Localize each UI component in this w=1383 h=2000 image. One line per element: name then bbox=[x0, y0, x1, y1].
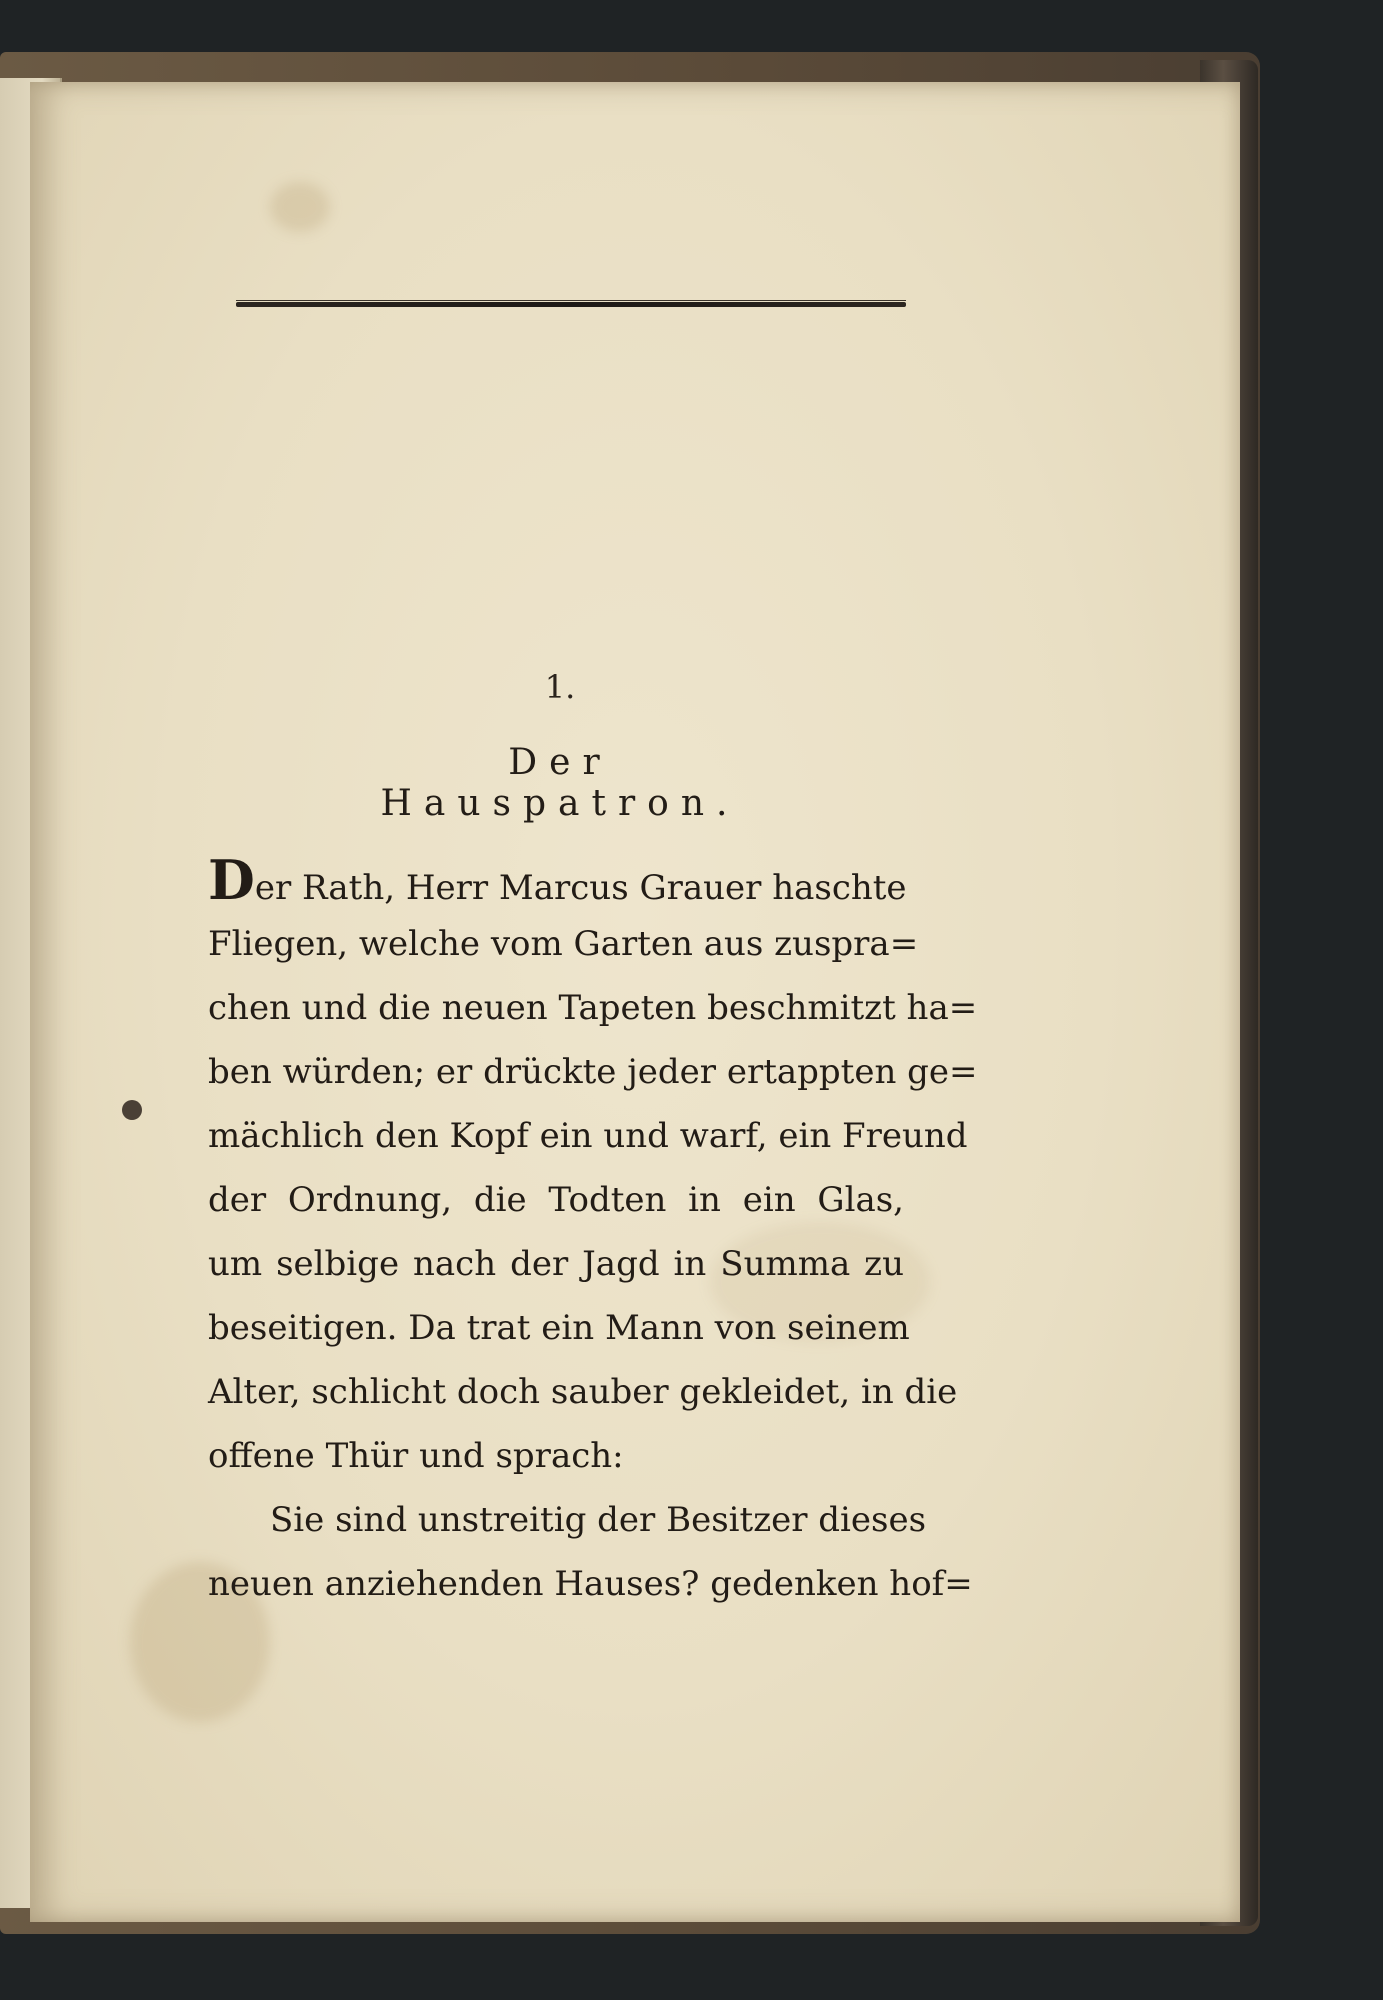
text-line-content: er Rath, Herr Marcus Grauer haschte bbox=[254, 868, 907, 908]
body-text bbox=[208, 848, 978, 1616]
text-line bbox=[208, 1360, 958, 1424]
text-line bbox=[208, 1168, 904, 1232]
text-line-content: offene Thür und sprach: bbox=[208, 1436, 624, 1476]
text-line bbox=[208, 1424, 904, 1488]
text-line-content: beseitigen. Da trat ein Mann von seinem bbox=[208, 1308, 910, 1348]
text-line-content: Fliegen, welche vom Garten aus zuspra= bbox=[208, 924, 919, 964]
header-rule-thin bbox=[236, 300, 906, 301]
header-rule bbox=[236, 302, 906, 307]
text-line bbox=[208, 1104, 968, 1168]
drop-cap: D bbox=[208, 848, 255, 912]
text-line-content: neuen anziehenden Hauses? gedenken hof= bbox=[208, 1564, 973, 1604]
chapter-number: 1. bbox=[544, 668, 576, 706]
text-line bbox=[208, 1232, 904, 1296]
paper-hole bbox=[122, 1100, 142, 1120]
text-line-content: um selbige nach der Jagd in Summa zu bbox=[208, 1244, 904, 1284]
text-line-content: mächlich den Kopf ein und warf, ein Freund bbox=[208, 1116, 968, 1156]
text-line bbox=[208, 1552, 973, 1616]
text-line bbox=[208, 912, 919, 976]
text-line-content: Alter, schlicht doch sauber gekleidet, in die bbox=[208, 1372, 958, 1412]
foxing-stain bbox=[270, 182, 330, 232]
text-line-content: der Ordnung, die Todten in ein Glas, bbox=[208, 1180, 904, 1220]
text-line bbox=[208, 1296, 910, 1360]
text-line bbox=[208, 848, 907, 912]
text-line bbox=[208, 1040, 978, 1104]
text-line bbox=[208, 976, 978, 1040]
chapter-title: Der Hauspatron. bbox=[380, 742, 740, 824]
text-line-content: chen und die neuen Tapeten beschmitzt ha= bbox=[208, 988, 978, 1028]
text-line-content: Sie sind unstreitig der Besitzer dieses bbox=[270, 1500, 927, 1540]
text-line bbox=[208, 1488, 927, 1552]
text-line-content: ben würden; er drückte jeder ertappten ge= bbox=[208, 1052, 978, 1092]
